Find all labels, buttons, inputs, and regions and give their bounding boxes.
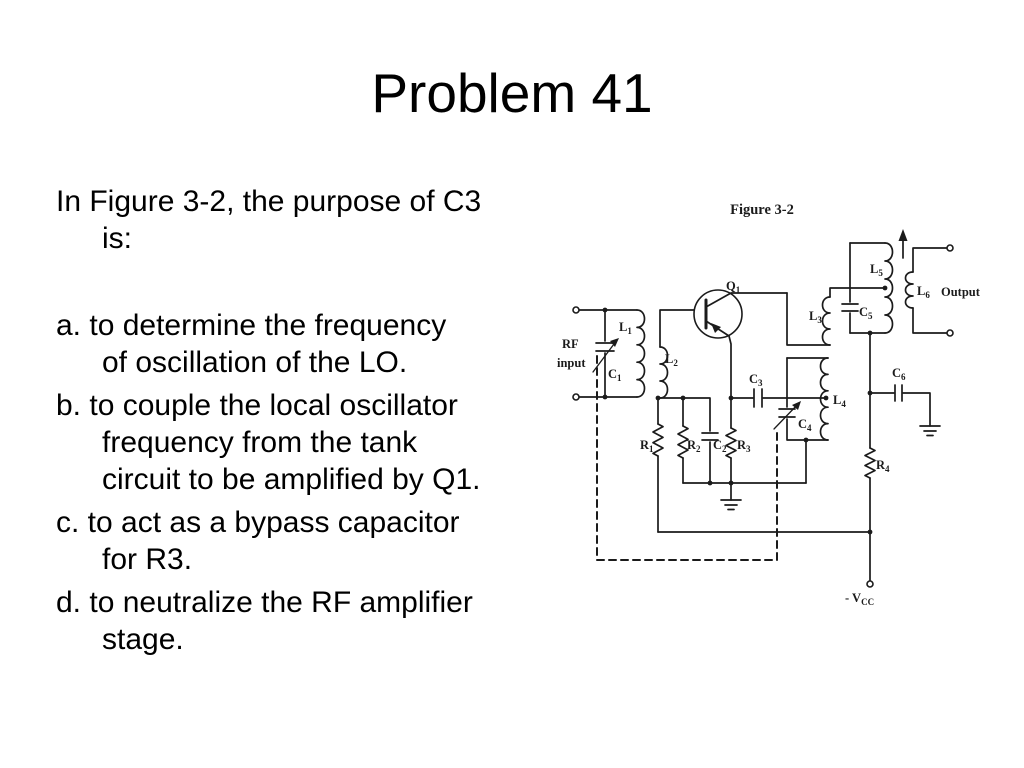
transistor-q1: [694, 290, 787, 398]
answer-option-a: a. to determine the frequency of oscillation of the LO.: [56, 309, 447, 379]
circuit-diagram-svg: [555, 180, 1024, 630]
c2-label: $C_2$: [713, 438, 727, 454]
resistor-r4-vcc: [865, 333, 875, 587]
c3-label: $C_3$: [749, 372, 763, 388]
q1-label: $Q_1$: [726, 279, 741, 295]
l1-label: $L_1$: [619, 320, 632, 336]
r2-label: $R_2$: [687, 438, 701, 454]
gang-tuning-dashed-line: [597, 356, 777, 560]
c5-label: $C_5$: [859, 305, 873, 321]
figure-title: Figure 3-2: [730, 202, 794, 218]
capacitor-c6: [870, 385, 940, 436]
answer-option-b: b. to couple the local oscillator frequency from the tank circuit to be amplified by Q1.: [56, 389, 481, 496]
question-block: [56, 183, 568, 664]
junction-dots: [603, 286, 888, 535]
figure-panel: [555, 180, 1024, 630]
ground-symbol-bias: [721, 483, 741, 510]
bias-network: [653, 398, 870, 532]
r4-label: $R_4$: [876, 458, 890, 474]
coupling-arrow-icon: [899, 229, 908, 258]
rf-label: RF: [562, 337, 579, 351]
l5-label: $L_5$: [870, 262, 883, 278]
vcc-label: - $V_{CC}$: [845, 591, 875, 607]
component-labels: [557, 262, 981, 607]
page-title: Problem 41: [371, 62, 653, 124]
l4-label: $L_4$: [833, 393, 846, 409]
answer-option-c: c. to act as a bypass capacitor for R3.: [56, 506, 460, 576]
l3-label: $L_3$: [809, 309, 822, 325]
c1-label: $C_1$: [608, 367, 622, 383]
l2-label: $L_2$: [665, 352, 678, 368]
capacitor-c3: [731, 389, 826, 407]
inductor-l1: [637, 310, 645, 397]
c4-label: $C_4$: [798, 417, 812, 433]
answer-option-d: d. to neutralize the RF amplifier stage.: [56, 586, 473, 656]
c6-label: $C_6$: [892, 366, 906, 382]
rf-input-label: input: [557, 356, 586, 370]
output-label: Output: [941, 285, 980, 299]
question-text: In Figure 3-2, the purpose of C3 is:: [56, 185, 482, 255]
r1-label: $R_1$: [640, 438, 654, 454]
r3-label: $R_3$: [737, 438, 751, 454]
l6-label: $L_6$: [917, 284, 930, 300]
